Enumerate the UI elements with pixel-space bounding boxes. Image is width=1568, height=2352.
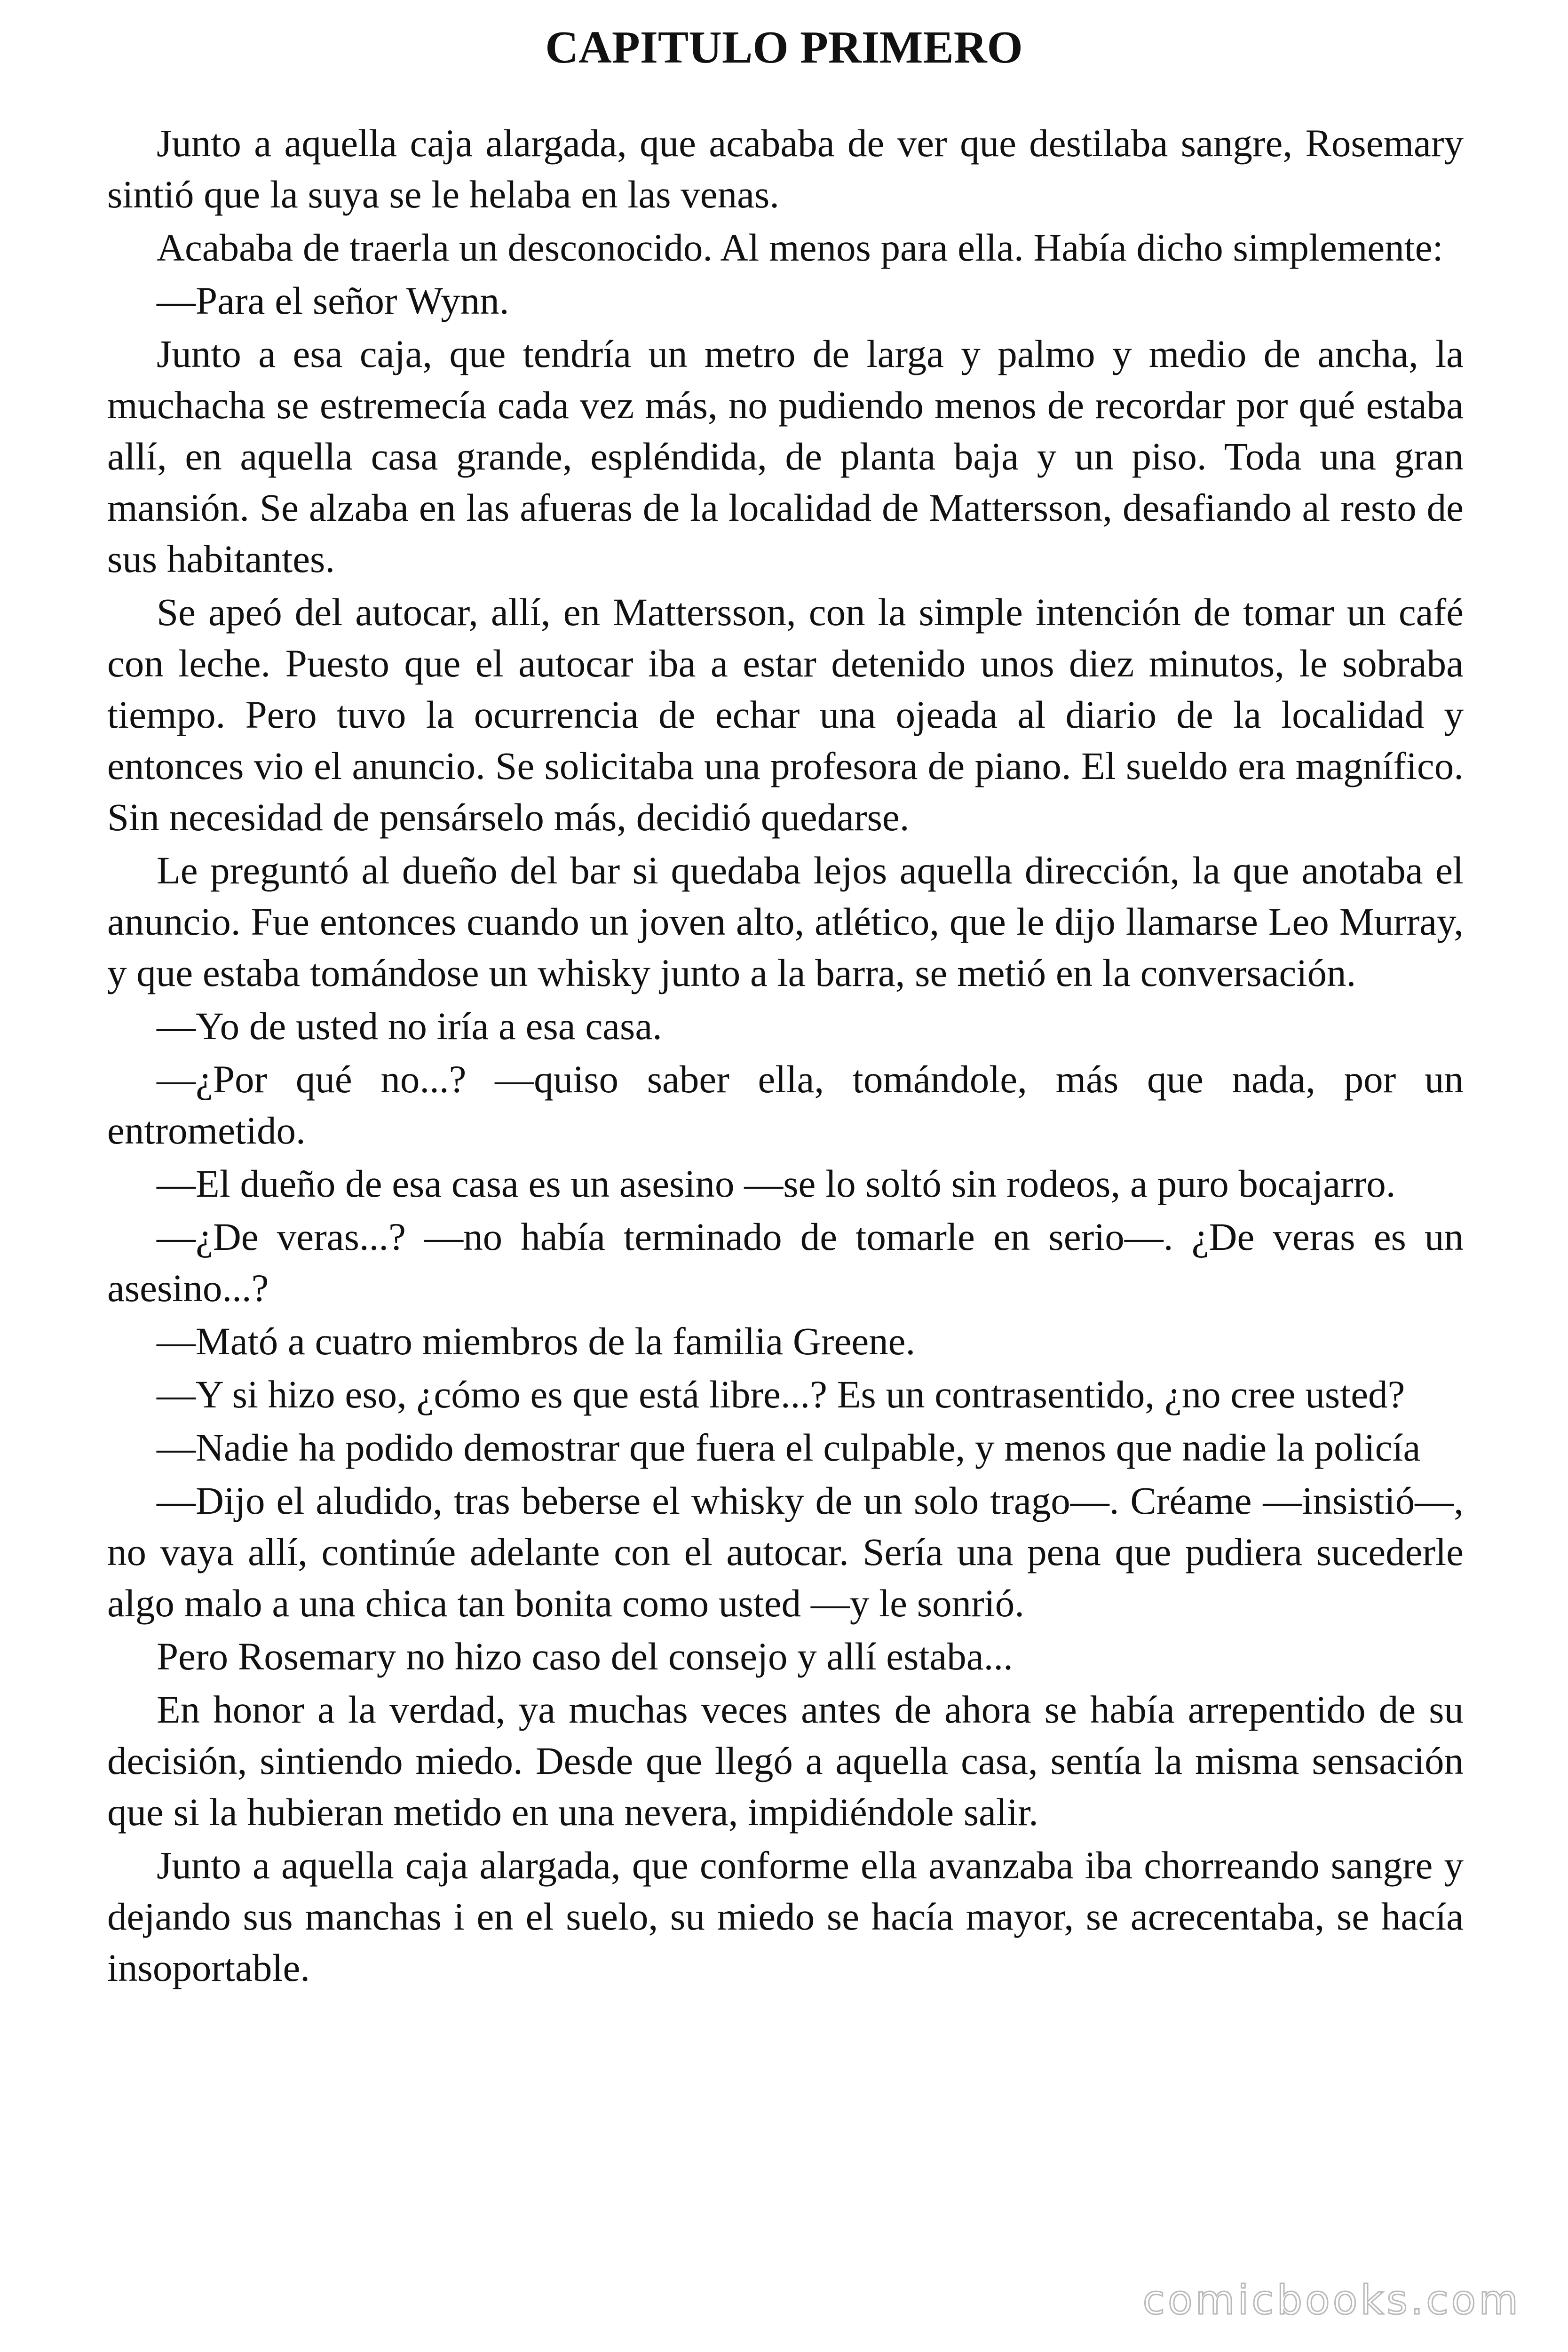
paragraph: —Nadie ha podido demostrar que fuera el culpable, y menos que nadie la policía xyxy=(157,1426,1421,1469)
paragraph: —Y si hizo eso, ¿cómo es que está libre...? Es un contrasentido, ¿no cree usted? xyxy=(157,1373,1405,1416)
paragraph: Junto a esa caja, que tendría un metro de larga y palmo y medio de ancha, la muchacha se estremecía cada vez más, no pudiendo menos de recordar por qué estaba allí, en aquella casa grande, espléndida, de planta baja y un piso. Toda una gran mansión. Se alzaba en las afueras de la localidad de Mattersson, desafiando al resto de sus habitantes. xyxy=(107,332,1464,580)
paragraph: —El dueño de esa casa es un asesino —se lo soltó sin rodeos, a puro bocajarro. xyxy=(157,1162,1396,1205)
watermark-text: comicbooks.com xyxy=(1142,2277,1521,2324)
paragraph: —Mató a cuatro miembros de la familia Greene. xyxy=(157,1319,916,1363)
paragraph: —Yo de usted no iría a esa casa. xyxy=(157,1004,662,1048)
paragraph: Se apeó del autocar, allí, en Mattersson, con la simple intención de tomar un café con leche. Puesto que el autocar iba a estar detenido unos diez minutos, le sobraba tiempo. Pero tuvo la ocurrencia de echar una ojeada al diario de la localidad y entonces vio el anuncio. Se solicitaba una profesora de piano. El sueldo era magnífico. Sin necesidad de pensárselo más, decidió quedarse. xyxy=(107,590,1464,839)
paragraph: —¿De veras...? —no había terminado de tomarle en serio—. ¿De veras es un asesino...? xyxy=(107,1215,1464,1310)
chapter-title: CAPITULO PRIMERO xyxy=(545,22,1023,73)
body-text xyxy=(107,118,1464,1994)
paragraph: —Para el señor Wynn. xyxy=(157,279,509,322)
paragraph: Pero Rosemary no hizo caso del consejo y allí estaba... xyxy=(157,1635,1013,1678)
paragraph: En honor a la verdad, ya muchas veces antes de ahora se había arrepentido de su decisión, sintiendo miedo. Desde que llegó a aquella casa, sentía la misma sensación que si la hubieran metido en una nevera, impidiéndole salir. xyxy=(107,1688,1464,1834)
paragraph: Acababa de traerla un desconocido. Al menos para ella. Había dicho simplemente: xyxy=(157,226,1443,269)
paragraph: Le preguntó al dueño del bar si quedaba lejos aquella dirección, la que anotaba el anuncio. Fue entonces cuando un joven alto, atlético, que le dijo llamarse Leo Murray, y que estaba tomándose un whisky junto a la barra, se metió en la conversación. xyxy=(107,849,1464,994)
paragraph: —Dijo el aludido, tras beberse el whisky de un solo trago—. Créame —insistió—, no vaya allí, continúe adelante con el autocar. Sería una pena que pudiera sucederle algo malo a una chica tan bonita como usted —y le sonrió. xyxy=(107,1479,1464,1625)
paragraph: Junto a aquella caja alargada, que acababa de ver que destilaba sangre, Rosemary sintió que la suya se le helaba en las venas. xyxy=(107,121,1464,216)
paragraph: —¿Por qué no...? —quiso saber ella, tomándole, más que nada, por un entrometido. xyxy=(107,1057,1464,1152)
paragraph: Junto a aquella caja alargada, que conforme ella avanzaba iba chorreando sangre y dejando sus manchas i en el suelo, su miedo se hacía mayor, se acrecentaba, se hacía insoportable. xyxy=(107,1843,1464,1989)
